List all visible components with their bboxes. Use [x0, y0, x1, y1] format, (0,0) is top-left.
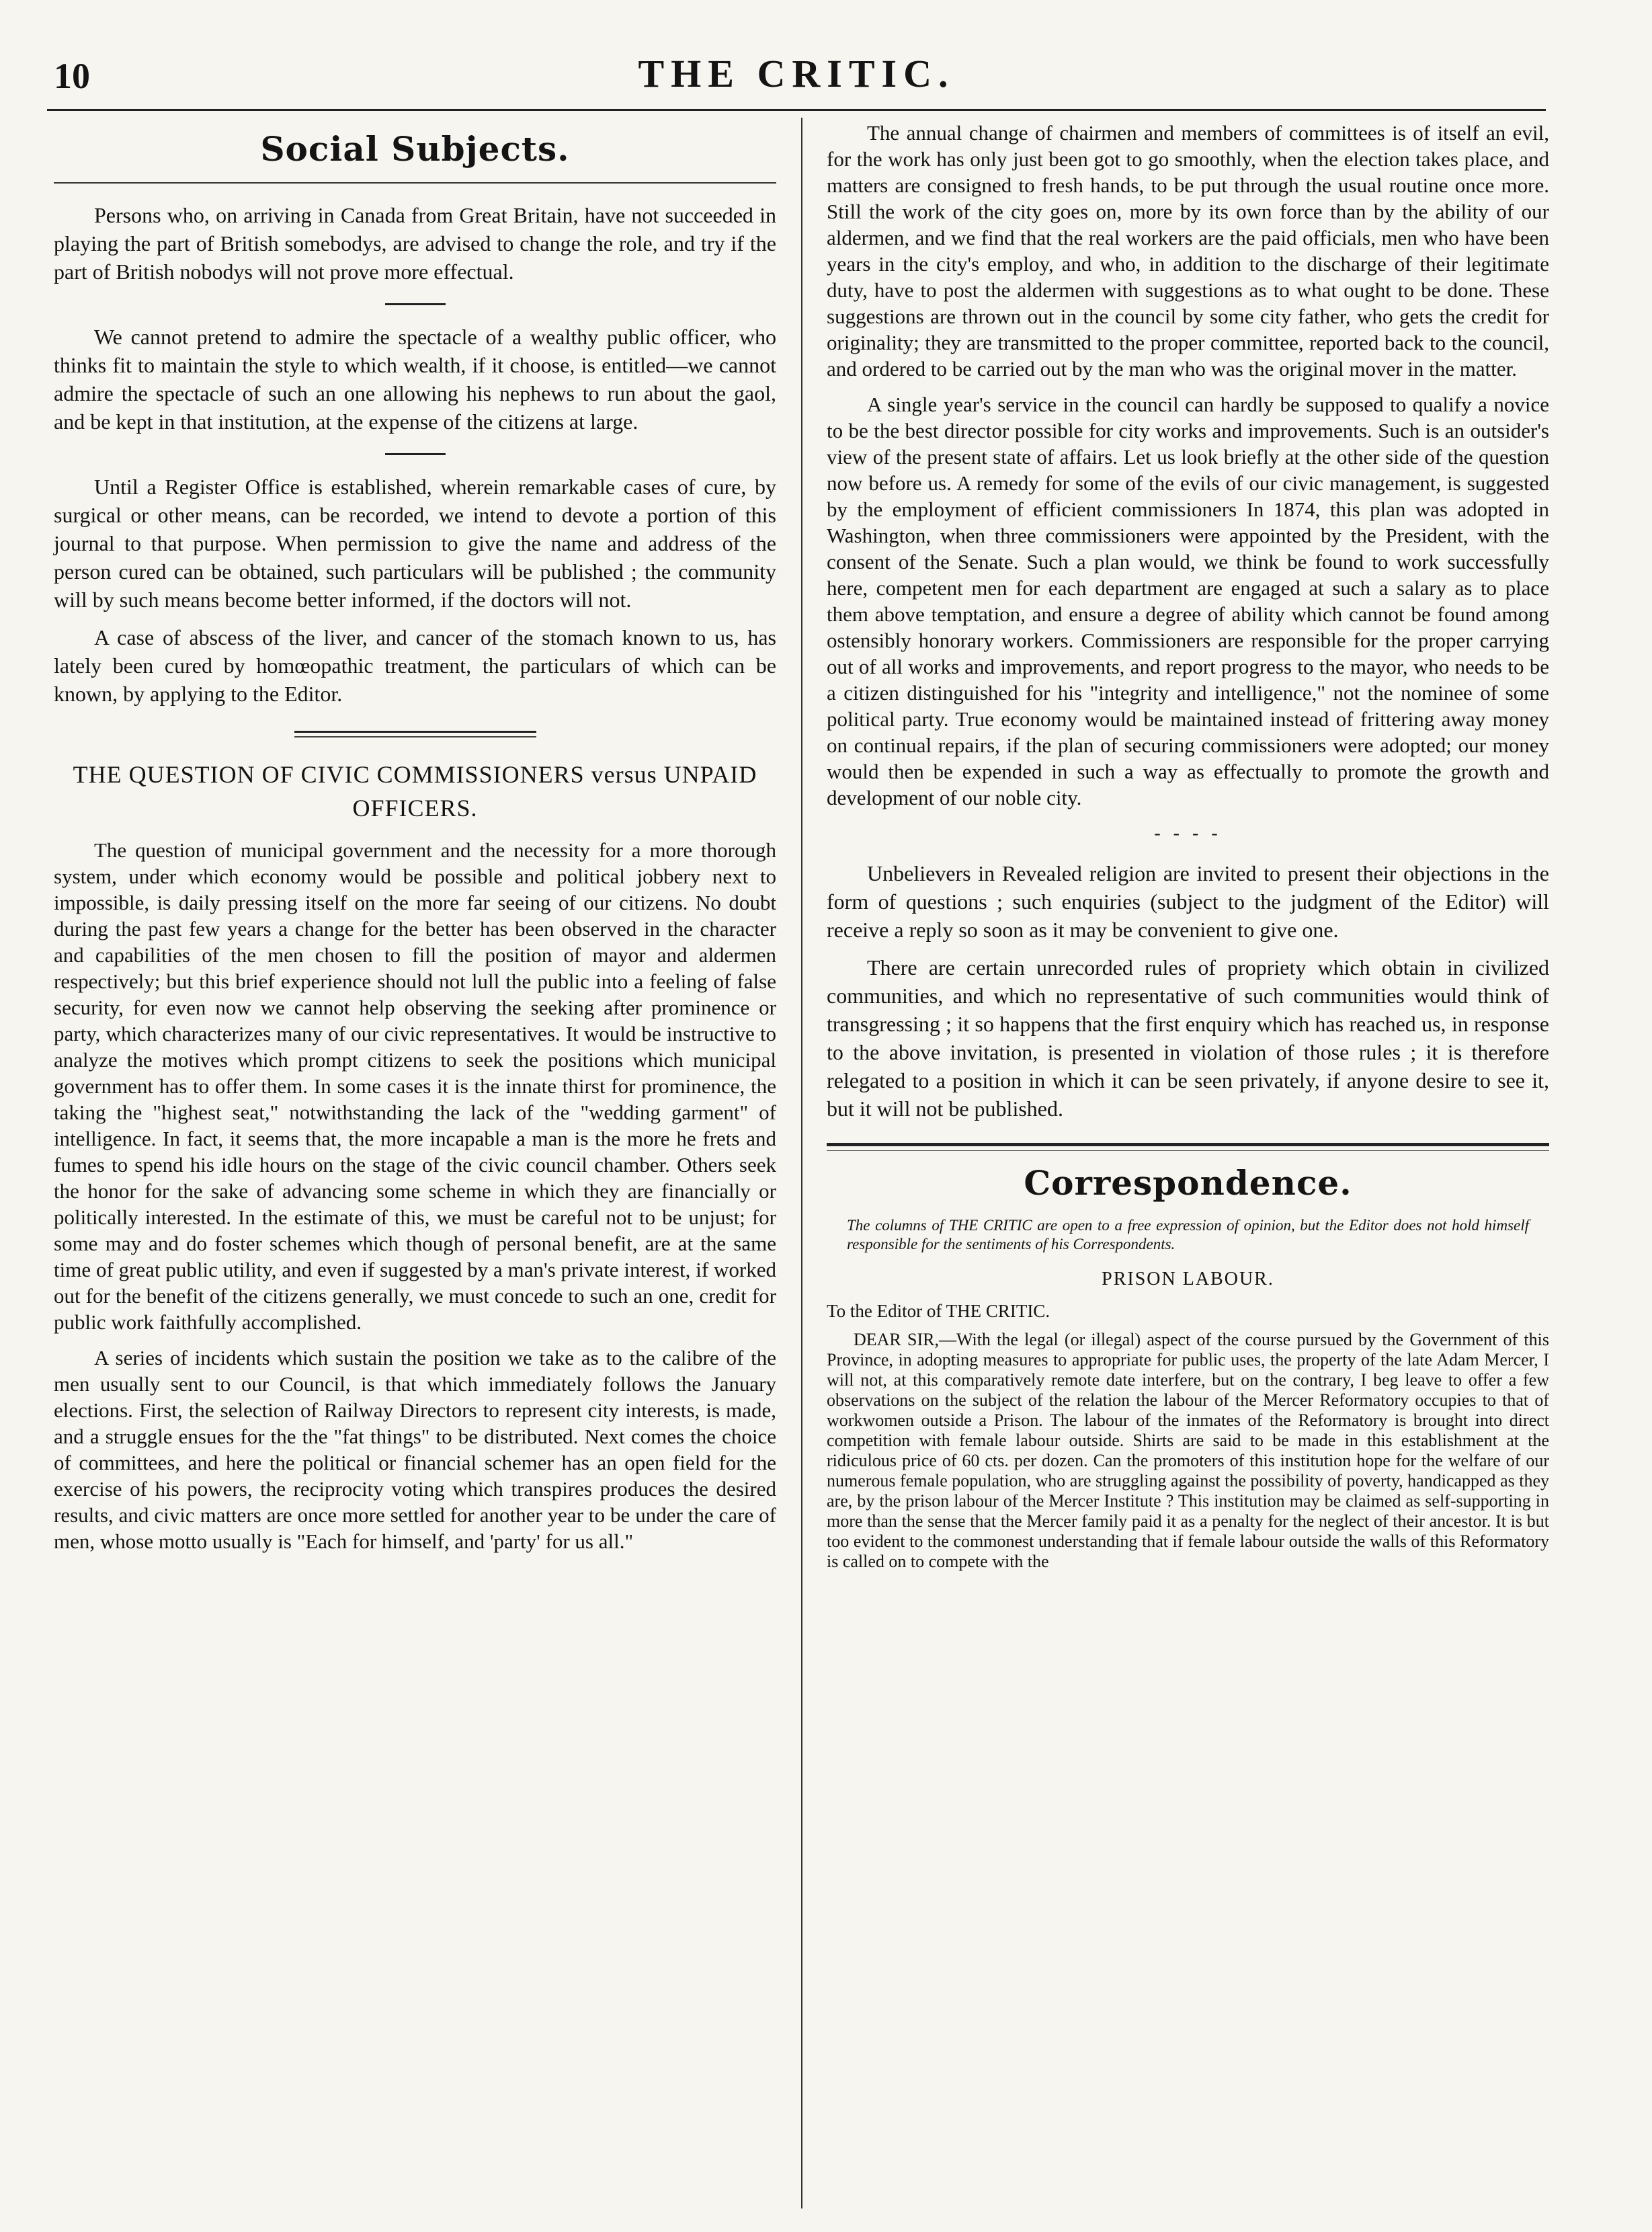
section-rule [54, 182, 776, 184]
paragraph-abscess-case: A case of abscess of the liver, and cancer of the stomach known to us, has lately been cured by homœopathic treatment, the particulars of which can be known, by applying to the Editor. [54, 625, 776, 706]
paragraph-unbelievers: Unbelievers in Revealed religion are invited to present their objections in the form of questions ; such enquiries (subject to the judgment of the Editor) will receive a reply so soon as it may be convenient to give one. [827, 861, 1549, 942]
article-paragraph-2: A series of incidents which sustain the position we take as to the calibre of the men usually sent to our Council, is that which immediately follows the January elections. First, the selection of Railway Directors to represent city interests, is made, and a struggle ensues for the the "fat things" to be distributed. Next comes the choice of committees, and here the political or financial schemer has an open field for the exercise of his powers, the reciprocity voting which transpires produces the desired results, and civic matters are once more settled for another year to be under the care of men, whose motto usually is "Each for himself, and 'party' for us all." [54, 1346, 776, 1553]
article-paragraph-4: A single year's service in the council can hardly be supposed to qualify a novice to be the best director possible for city works and improvements. Such is an outsider's view of the present state of affairs. Let us look briefly at the other side of the question now before us. A remedy for some of the evils of our civic management, is suggested by the employment of efficient commissioners In 1874, this plan was adopted in Washington, when three commissioners were appointed by the President, with the consent of the Senate. Such a plan would, we think be found to work successfully here, competent men for each department are engaged at such a salary as to place them above temptation, and ensure a degree of ability which cannot be found among ostensibly honorary workers. Commissioners are responsible for the proper carrying out of all works and improvements, and report progress to the mayor, who needs to be a citizen distinguished for his "integrity and intelligence," not the nominee of some political party. True economy would be maintained instead of frittering away money on continual repairs, if the plan of securing commissioners were adopted; our money would then be expended in such a way as effectually to promote the growth and development of our noble city. [827, 393, 1549, 809]
heavy-rule [827, 1143, 1549, 1146]
double-divider [294, 731, 536, 738]
dotted-divider: - - - - [1154, 823, 1222, 844]
letter-body: DEAR SIR,—With the legal (or illegal) aspect of the course pursued by the Government of this Province, in adopting measures to appropriate for public uses, the property of the late Adam Mercer, I will not, at this comparatively remote date interfere, but on the contrary, I beg leave to offer a few observations on the subject of the relation the labour of the Mercer Reformatory occupies to that of workwomen outside a Prison. The labour of the inmates of the Reformatory is brought into direct competition with female labour outside. Shirts are said to be made in this establishment at the ridiculous price of 60 cts. per dozen. Can the promoters of this institution hope for the welfare of our numerous female population, who are struggling against the possibility of poverty, handicapped as they are, by the prison labour of the Mercer Institute ? This institution may be claimed as self-supporting in more than the sense that the Mercer family paid it as a penalty for the neglect of their ancestor. It is but too evident to the commonest understanding that if female labour outside the walls of this Reformatory is called on to compete with the [827, 1330, 1549, 1571]
left-column [54, 120, 776, 1564]
column-divider [801, 118, 802, 2208]
paragraph-public-officer: We cannot pretend to admire the spectacle of a wealthy public officer, who thinks fit to maintain the style to which wealth, if it choose, is entitled—we cannot admire the spectacle of such an one allowing his nephews to run about the gaol, and be kept in that institution, at the expense of the citizens at large. [54, 325, 776, 434]
thin-rule [827, 1150, 1549, 1151]
article-paragraph-1: The question of municipal government and the necessity for a more thorough system, under which economy would be possible and political jobbery next to impossible, is daily pressing itself on the more far seeing of our citizens. No doubt during the past few years a change for the better has been observed in the character and capabilities of the men chosen to fill the position of mayor and aldermen respectively; but this brief experience should not lull the public into a feeling of false security, for even now we cannot help observing the seeking after prominence or party, which characterizes many of our civic representatives. It would be instructive to analyze the motives which prompt citizens to seek the positions which municipal government has to offer them. In some cases it is the innate thirst for prominence, the taking the "highest seat," notwithstanding the lack of the "wedding garment" of intelligence. In fact, it seems that, the more incapable a man is the more he frets and fumes to spend his idle hours on the stage of the civic council chamber. Others seek the honor for the sake of advancing some scheme in which they are financially or politically interested. In the estimate of this, we must be careful not to be unjust; for some may and do foster schemes which though of personal benefit, are at the same time of great public utility, and even if suggested by a man's private interest, if worked out for the benefit of the citizens generally, we must concede to such an one, credit for public work faithfully accomplished. [54, 838, 776, 1334]
paragraph-propriety: There are certain unrecorded rules of propriety which obtain in civilized communities, and which no representative of such communities would think of transgressing ; it so happens that the first enquiry which has reached us, in response to the above invitation, is presented in violation of those rules ; it is therefore relegated to a position in which it can be seen privately, if anyone desire to see it, but it will not be published. [827, 955, 1549, 1121]
paragraph-register-office: Until a Register Office is established, wherein remarkable cases of cure, by surgical or other means, can be recorded, we intend to devote a portion of this journal to that purpose. When permission to give the name and address of the person cured can be obtained, such particulars will be published ; the community will by such means become better informed, if the doctors will not. [54, 475, 776, 612]
short-divider [385, 303, 446, 305]
section-title-correspondence: Correspondence. [1024, 1163, 1352, 1203]
masthead: THE CRITIC. [638, 52, 955, 95]
letter-salutation: To the Editor of THE CRITIC. [827, 1301, 1050, 1321]
section-title-social-subjects: Social Subjects. [260, 129, 570, 169]
letter-title-prison-labour: PRISON LABOUR. [1102, 1269, 1274, 1289]
correspondence-note: The columns of THE CRITIC are open to a free expression of opinion, but the Editor does not hold himself responsible for the sentiments of his Correspondents. [847, 1217, 1529, 1252]
paragraph-british-somebodys: Persons who, on arriving in Canada from Great Britain, have not succeeded in playing the part of British somebodys, are advised to change the role, and try if the part of British nobodys will not prove more effectual. [54, 203, 776, 284]
page-header [47, 47, 1546, 111]
page-number: 10 [54, 56, 90, 96]
article-paragraph-3: The annual change of chairmen and members of committees is of itself an evil, for the work has only just been got to go smoothly, when the election takes place, and matters are consigned to fresh hands, to be put through the usual routine once more. Still the work of the city goes on, more by its own force than by the ability of our aldermen, and we find that the real workers are the paid officials, men who have been years in the city's employ, and who, in addition to the discharge of their legitimate duty, have to post the aldermen with suggestions as to what ought to be done. These suggestions are thrown out in the council by some city father, who gets the credit for originality; they are transmitted to the proper committee, reported back to the council, and ordered to be carried out by the man who was the original mover in the matter. [827, 121, 1549, 381]
article-title-civic-commissioners: THE QUESTION OF CIVIC COMMISSIONERS versus UNPAID OFFICERS. [73, 761, 757, 822]
short-divider [385, 453, 446, 455]
right-column [827, 120, 1549, 1572]
